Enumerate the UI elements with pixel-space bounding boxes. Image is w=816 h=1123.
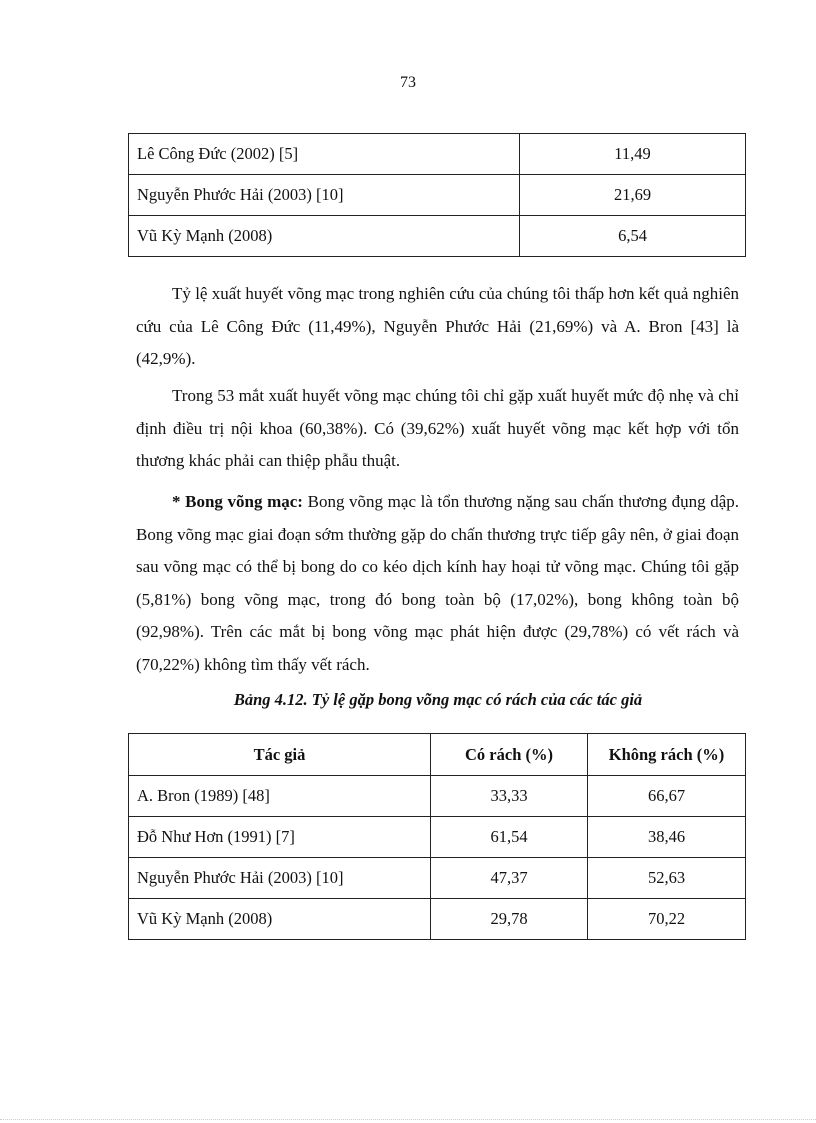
with-tear-cell: 29,78 [431,899,588,940]
table-row [129,175,746,216]
section-heading: * Bong võng mạc: [172,492,303,511]
value-cell: 6,54 [520,216,746,257]
author-rate-table-continued [128,133,746,257]
page-number: 73 [400,74,416,91]
paragraph-retinal-hemorrhage-treatment [136,380,739,478]
author-cell: A. Bron (1989) [48] [129,776,431,817]
author-cell: Vũ Kỳ Mạnh (2008) [129,899,431,940]
page-bottom-divider [0,1119,816,1120]
paragraph-retinal-hemorrhage-comparison [136,278,739,376]
table-row [129,776,746,817]
table-caption: Bảng 4.12. Tỷ lệ gặp bong võng mạc có rách của các tác giả [233,690,643,709]
author-cell: Lê Công Đức (2002) [5] [129,134,520,175]
value-cell: 11,49 [520,134,746,175]
without-tear-cell: 70,22 [588,899,746,940]
without-tear-cell: 38,46 [588,817,746,858]
table-row [129,858,746,899]
author-cell: Nguyễn Phước Hải (2003) [10] [129,175,520,216]
paragraph-retinal-detachment [136,486,739,681]
table-row [129,216,746,257]
value-cell: 21,69 [520,175,746,216]
table-header-row [129,734,746,776]
table-row [129,899,746,940]
paragraph-text: Tỷ lệ xuất huyết võng mạc trong nghiên cứu của chúng tôi thấp hơn kết quả nghiên cứu của Lê Công Đức (11,49%), Nguyễn Phước Hải (21,69%) và A. Bron [43] là (42,9%). [136,284,739,368]
table-row [129,134,746,175]
paragraph-text: Trong 53 mắt xuất huyết võng mạc chúng tôi chỉ gặp xuất huyết mức độ nhẹ và chỉ định điều trị nội khoa (60,38%). Có (39,62%) xuất huyết võng mạc kết hợp với tổn thương khác phải can thiệp phẫu thuật. [136,386,739,470]
without-tear-cell: 66,67 [588,776,746,817]
paragraph-text: Bong võng mạc là tổn thương nặng sau chấn thương đụng dập. Bong võng mạc giai đoạn sớm thường gặp do chấn thương trực tiếp gây nên, ở giai đoạn sau võng mạc có thể bị bong do co kéo dịch kính hay hoại tử võng mạc. Chúng tôi gặp (5,81%) bong võng mạc, trong đó bong toàn bộ (17,02%), bong không toàn bộ (92,98%). Trên các mắt bị bong võng mạc phát hiện được (29,78%) có vết rách và (70,22%) không tìm thấy vết rách. [136,492,740,674]
header-author: Tác giả [129,734,431,776]
with-tear-cell: 33,33 [431,776,588,817]
with-tear-cell: 61,54 [431,817,588,858]
author-cell: Vũ Kỳ Mạnh (2008) [129,216,520,257]
table-row [129,817,746,858]
header-with-tear: Có rách (%) [431,734,588,776]
without-tear-cell: 52,63 [588,858,746,899]
author-cell: Đỗ Như Hơn (1991) [7] [129,817,431,858]
header-without-tear: Không rách (%) [588,734,746,776]
author-cell: Nguyễn Phước Hải (2003) [10] [129,858,431,899]
with-tear-cell: 47,37 [431,858,588,899]
retinal-tear-table [128,733,746,940]
